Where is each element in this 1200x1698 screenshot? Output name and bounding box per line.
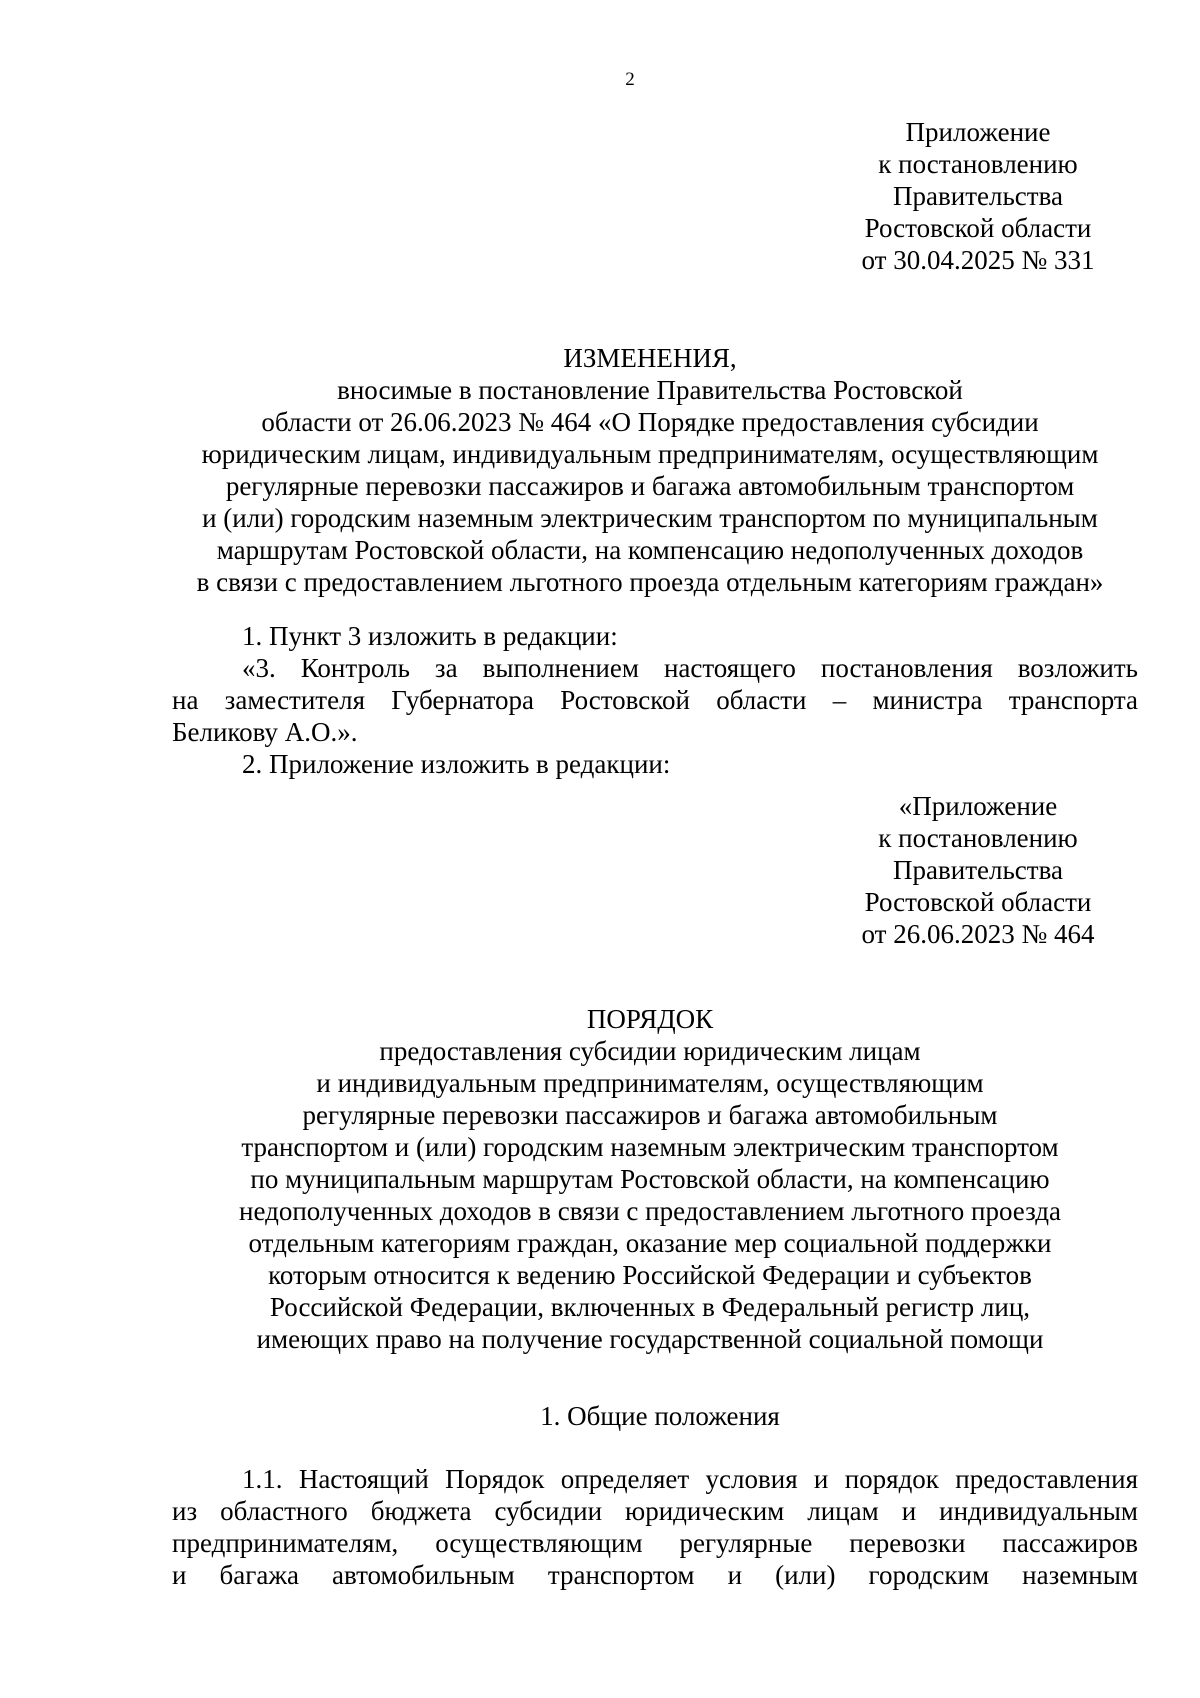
quote-line: Беликову А.О.». [172,717,358,747]
approval-line: к постановлению [878,149,1078,179]
page-number: 2 [625,69,635,90]
order-line: предоставления субсидии юридическим лицам [379,1036,921,1066]
order-line: по муниципальным маршрутам Ростовской области, на компенсацию [250,1164,1050,1194]
changes-line: в связи с предоставлением льготного проезда отдельным категориям граждан» [196,567,1104,597]
changes-heading: ИЗМЕНЕНИЯ, [563,343,737,373]
paragraph-line: из областного бюджета субсидии юридическим лицам и индивидуальным [172,1496,1138,1526]
changes-line: области от 26.06.2023 № 464 «О Порядке предоставления субсидии [261,407,1039,437]
order-line: и индивидуальным предпринимателям, осуществляющим [316,1068,984,1098]
changes-line: регулярные перевозки пассажиров и багажа автомобильным транспортом [225,471,1075,501]
approval-line: Правительства [893,181,1063,211]
approval-line: от 30.04.2025 № 331 [861,245,1095,275]
amendment-items [172,620,1138,780]
changes-line: маршрутам Ростовской области, на компенсацию недополученных доходов [216,535,1084,565]
order-line: регулярные перевозки пассажиров и багажа автомобильным [302,1100,998,1130]
approval-stamp-original [838,790,1118,950]
quote-line: на заместителя Губернатора Ростовской области – министра транспорта [172,685,1138,715]
changes-line: вносимые в постановление Правительства Ростовской [337,375,963,405]
changes-line: и (или) городским наземным электрическим транспортом по муниципальным [202,503,1098,533]
approval-line: «Приложение [898,791,1058,821]
approval-stamp-current [838,116,1118,276]
paragraph-line: и багажа автомобильным транспортом и (или) городским наземным [172,1560,1138,1590]
paragraph-line: 1.1. Настоящий Порядок определяет условия и порядок предоставления [242,1464,1138,1494]
approval-line: к постановлению [878,823,1078,853]
order-line: которым относится к ведению Российской Федерации и субъектов [268,1260,1032,1290]
order-line: имеющих право на получение государственной социальной помощи [256,1324,1044,1354]
item-1: 1. Пункт 3 изложить в редакции: [242,621,618,651]
approval-line: Ростовской области [864,887,1092,917]
approval-line: Правительства [893,855,1063,885]
order-heading: ПОРЯДОК [586,1004,714,1034]
section-heading: 1. Общие положения [540,1401,780,1431]
item-2: 2. Приложение изложить в редакции: [242,749,671,779]
changes-title-block [160,342,1140,598]
order-line: Российской Федерации, включенных в Федеральный регистр лиц, [269,1292,1031,1322]
changes-line: юридическим лицам, индивидуальным предпринимателям, осуществляющим [201,439,1099,469]
quote-line: «3. Контроль за выполнением настоящего постановления возложить [242,653,1138,683]
approval-line: от 26.06.2023 № 464 [861,919,1095,949]
section-paragraph [172,1463,1138,1591]
approval-line: Приложение [905,117,1051,147]
paragraph-line: предпринимателям, осуществляющим регулярные перевозки пассажиров [172,1528,1138,1558]
order-line: недополученных доходов в связи с предоставлением льготного проезда [239,1196,1061,1226]
approval-line: Ростовской области [864,213,1092,243]
order-line: отдельным категориям граждан, оказание мер социальной поддержки [248,1228,1052,1258]
order-title-block [160,1003,1140,1355]
order-line: транспортом и (или) городским наземным электрическим транспортом [241,1132,1059,1162]
